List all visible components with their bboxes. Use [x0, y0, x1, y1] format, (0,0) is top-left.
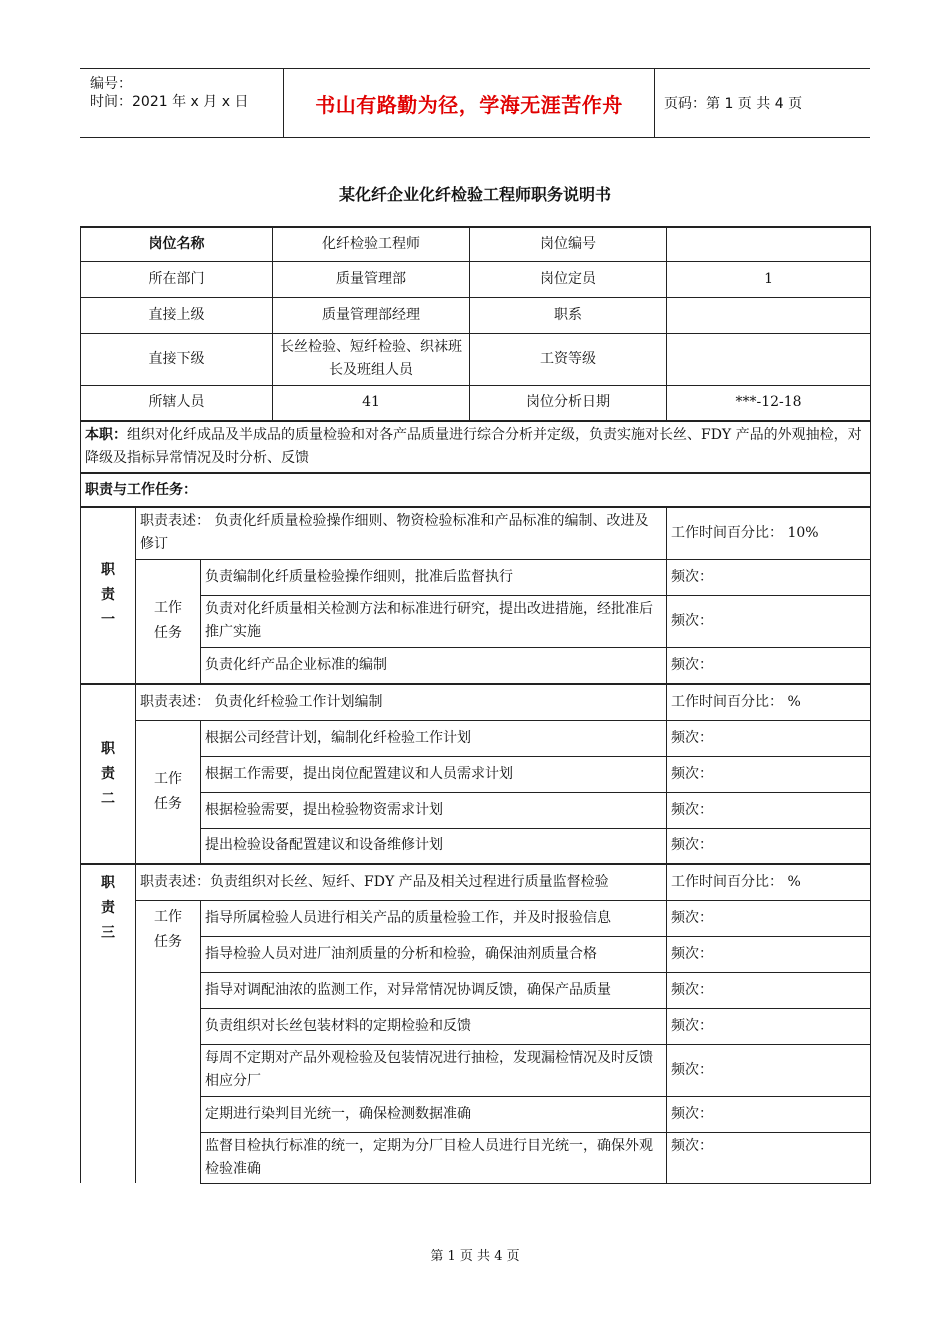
duty-3-task-1-row [81, 900, 871, 936]
duty-3-task-label-text: 工作任务 [154, 908, 182, 950]
value-staff-count: 41 [273, 385, 470, 421]
label-direct-superior: 直接上级 [81, 297, 273, 333]
duty-3-task-3-freq: 频次： [667, 972, 871, 1008]
duty-2-task-2: 根据工作需要，提出岗位配置建议和人员需求计划 [201, 756, 667, 792]
duty-3-label [81, 864, 136, 1183]
basic-row-3 [81, 297, 871, 333]
basic-row-4 [81, 333, 871, 385]
duty-2-task-4-freq: 频次： [667, 828, 871, 864]
document-number-label: 编号： [90, 76, 132, 92]
value-department: 质量管理部 [273, 261, 470, 297]
header-page-info: 页码：第 1 页 共 4 页 [664, 96, 803, 112]
duty-2-label [81, 684, 136, 864]
duty-2-task-1-row [81, 720, 871, 756]
duty-2-task-3-freq: 频次： [667, 792, 871, 828]
duty-2-task-2-freq: 频次： [667, 756, 871, 792]
responsibilities-heading-row [81, 473, 871, 507]
duty-3-task-5-freq: 频次： [667, 1044, 871, 1096]
duty-3-task-3: 指导对调配油浓的监测工作，对异常情况协调反馈，确保产品质量 [201, 972, 667, 1008]
duty-summary-label: 本职： [85, 427, 127, 443]
duty-2-label-text: 职责二 [101, 740, 115, 807]
duty-3-label-text: 职责三 [101, 875, 115, 941]
duty-1-task-1-row [81, 559, 871, 595]
label-salary-grade: 工资等级 [470, 333, 667, 385]
duty-3-task-4-freq: 频次： [667, 1008, 871, 1044]
job-description-table [80, 226, 871, 1184]
duty-3-task-7-freq: 频次： [667, 1132, 871, 1183]
duty-3-statement-row [81, 864, 871, 900]
duty-3-statement: 职责表述：负责组织对长丝、短纤、FDY 产品及相关过程进行质量监督检验 [136, 864, 667, 900]
duty-1-task-3-freq: 频次： [667, 647, 871, 684]
duty-1-statement: 职责表述： 负责化纤质量检验操作细则、物资检验标准和产品标准的编制、改进及修订 [136, 507, 667, 559]
value-direct-subordinates: 长丝检验、短纤检验、织袜班长及班组人员 [273, 333, 470, 385]
duty-3-task-6-freq: 频次： [667, 1096, 871, 1132]
duty-1-task-label [136, 559, 201, 684]
label-position-code: 岗位编号 [470, 227, 667, 261]
label-staff-count: 所辖人员 [81, 385, 273, 421]
duty-1-task-3: 负责化纤产品企业标准的编制 [201, 647, 667, 684]
header-page-cell [654, 69, 870, 137]
duty-2-statement-row [81, 684, 871, 720]
duty-1-label-text: 职责一 [101, 562, 115, 628]
label-analysis-date: 岗位分析日期 [470, 385, 667, 421]
document-title: 某化纤企业化纤检验工程师职务说明书 [338, 185, 611, 204]
duty-3-task-7: 监督目检执行标准的统一，定期为分厂目检人员进行目光统一，确保外观检验准确 [201, 1132, 667, 1183]
duty-1-time-pct: 工作时间百分比： 10% [667, 507, 871, 559]
duty-2-task-label-text: 工作任务 [154, 770, 182, 812]
label-position-name: 岗位名称 [81, 227, 273, 261]
basic-row-2 [81, 261, 871, 297]
header-motto: 书山有路勤为径，学海无涯苦作舟 [315, 92, 623, 117]
duty-summary-text: 组织对化纤成品及半成品的质量检验和对各产品质量进行综合分析并定级，负责实施对长丝、FDY 产品的外观抽检，对降级及指标异常情况及时分析、反馈 [85, 427, 862, 466]
basic-row-1 [81, 227, 871, 261]
duty-3-task-2: 指导检验人员对进厂油剂质量的分析和检验，确保油剂质量合格 [201, 936, 667, 972]
header-left [80, 69, 283, 137]
value-headcount: 1 [667, 261, 871, 297]
value-job-family [667, 297, 871, 333]
value-analysis-date: ***-12-18 [667, 385, 871, 421]
duty-1-label [81, 507, 136, 684]
duty-3-task-4: 负责组织对长丝包装材料的定期检验和反馈 [201, 1008, 667, 1044]
duty-3-task-1: 指导所属检验人员进行相关产品的质量检验工作，并及时报验信息 [201, 900, 667, 936]
duty-1-task-1: 负责编制化纤质量检验操作细则，批准后监督执行 [201, 559, 667, 595]
page-header [80, 68, 870, 138]
label-department: 所在部门 [81, 261, 273, 297]
responsibilities-heading: 职责与工作任务： [81, 473, 871, 507]
value-position-name: 化纤检验工程师 [273, 227, 470, 261]
duty-summary [81, 421, 871, 473]
label-job-family: 职系 [470, 297, 667, 333]
duty-1-task-2: 负责对化纤质量相关检测方法和标准进行研究，提出改进措施，经批准后推广实施 [201, 595, 667, 647]
duty-1-task-label-text: 工作任务 [154, 600, 182, 642]
value-salary-grade [667, 333, 871, 385]
duty-1-task-2-freq: 频次： [667, 595, 871, 647]
duty-2-statement: 职责表述： 负责化纤检验工作计划编制 [136, 684, 667, 720]
header-motto-cell [283, 69, 655, 137]
value-direct-superior: 质量管理部经理 [273, 297, 470, 333]
duty-3-time-pct: 工作时间百分比： % [667, 864, 871, 900]
duty-2-task-4: 提出检验设备配置建议和设备维修计划 [201, 828, 667, 864]
basic-row-5 [81, 385, 871, 421]
duty-2-task-label [136, 720, 201, 864]
value-position-code [667, 227, 871, 261]
label-headcount: 岗位定员 [470, 261, 667, 297]
duty-3-task-6: 定期进行染判目光统一，确保检测数据准确 [201, 1096, 667, 1132]
label-direct-subordinates: 直接下级 [81, 333, 273, 385]
page-footer: 第 1 页 共 4 页 [430, 1249, 520, 1264]
duty-1-task-1-freq: 频次： [667, 559, 871, 595]
duty-2-task-1: 根据公司经营计划，编制化纤检验工作计划 [201, 720, 667, 756]
duty-2-task-3: 根据检验需要，提出检验物资需求计划 [201, 792, 667, 828]
duty-2-task-1-freq: 频次： [667, 720, 871, 756]
duty-3-task-5: 每周不定期对产品外观检验及包装情况进行抽检，发现漏检情况及时反馈相应分厂 [201, 1044, 667, 1096]
duty-3-task-1-freq: 频次： [667, 900, 871, 936]
duty-summary-row [81, 421, 871, 473]
duty-3-task-2-freq: 频次： [667, 936, 871, 972]
duty-1-statement-row [81, 507, 871, 559]
duty-3-task-label [136, 900, 201, 1183]
duty-2-time-pct: 工作时间百分比： % [667, 684, 871, 720]
document-date: 时间：2021 年 x 月 x 日 [90, 94, 249, 110]
